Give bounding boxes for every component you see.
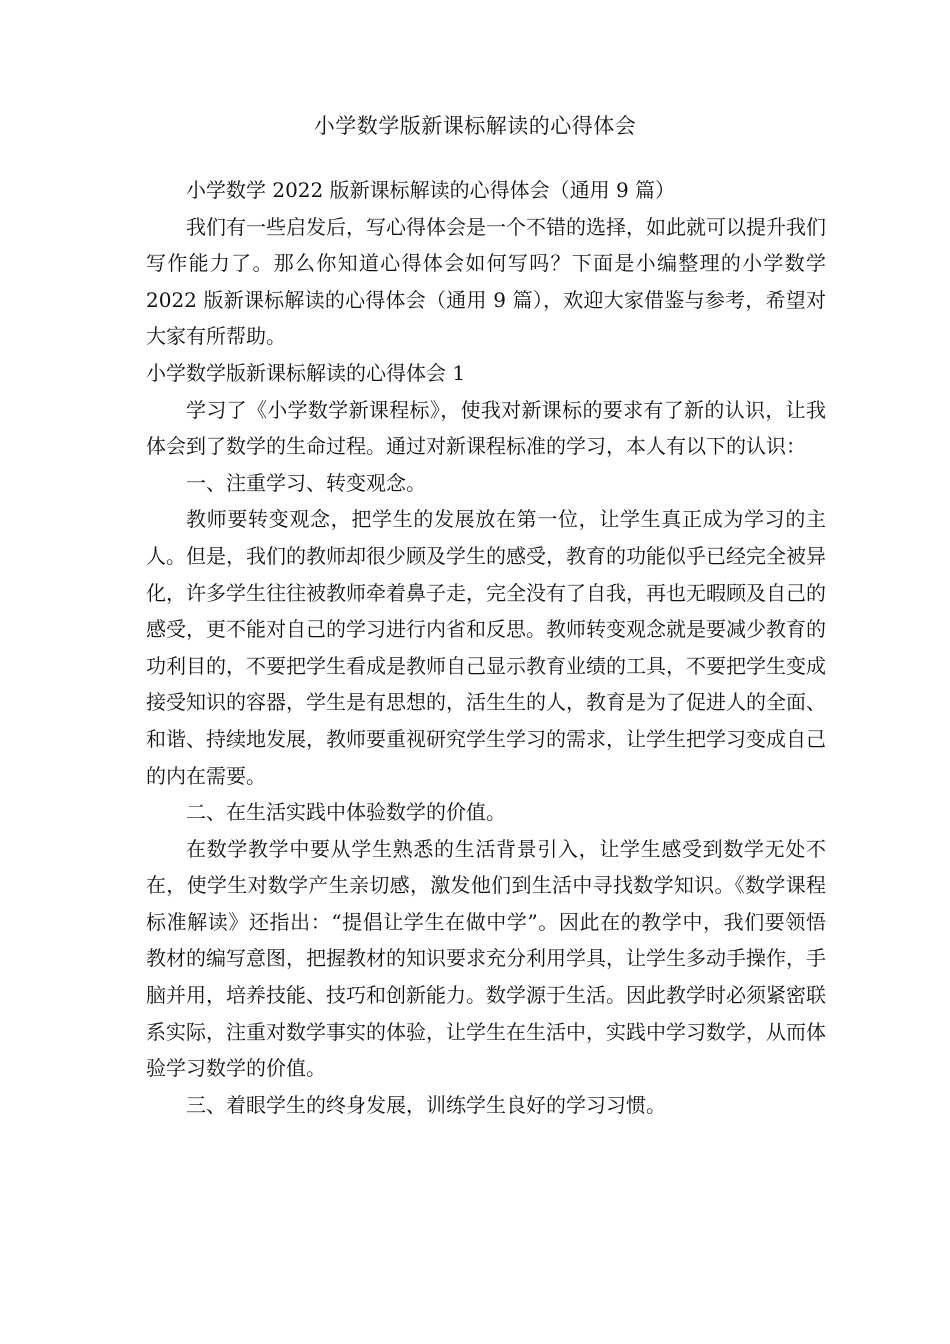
point-heading-2: 二、在生活实践中体验数学的价值。: [186, 800, 506, 825]
point-heading-3: 三、着眼学生的终身发展，训练学生良好的学习习惯。: [186, 1092, 666, 1117]
paragraph-subtitle: 小学数学 2022 版新课标解读的心得体会（通用 9 篇）: [186, 178, 676, 202]
paragraph: 教师要转变观念，把学生的发展放在第一位，让学生真正成为学习的主人。但是，我们的教师却很少顾及学生的感受，教育的功能似乎已经完全被异化，许多学生往往被教师牵着鼻子走，完全没有了自我，再也无暇顾及自己的感受，更不能对自己的学习进行内省和反思。教师转变观念就是要减少教育的功利目的，不要把学生看成是教师自己显示教育业绩的工具，不要把学生变成接受知识的容器，学生是有思想的，活生生的人，教育是为了促进人的全面、和谐、持续地发展，教师要重视研究学生学习的需求，让学生把学习变成自己的内在需要。: [146, 507, 826, 788]
paragraph-intro: 我们有一些启发后，写心得体会是一个不错的选择，如此就可以提升我们写作能力了。那么你知道心得体会如何写吗？下面是小编整理的小学数学 2022 版新课标解读的心得体会（通用 9 篇），欢迎大家借鉴与参考，希望对大家有所帮助。: [146, 214, 826, 349]
section-heading: 小学数学版新课标解读的心得体会 1: [146, 360, 466, 385]
point-heading-1: 一、注重学习、转变观念。: [186, 470, 426, 495]
document-body: [146, 172, 826, 1123]
paragraph: 学习了《小学数学新课程标》，使我对新课标的要求有了新的认识，让我体会到了数学的生命过程。通过对新课程标准的学习，本人有以下的认识：: [146, 397, 826, 459]
page-title: 小学数学版新课标解读的心得体会: [313, 114, 637, 138]
paragraph: 在数学教学中要从学生熟悉的生活背景引入，让学生感受到数学无处不在，使学生对数学产生亲切感，激发他们到生活中寻找数学知识。《数学课程标准解读》还指出：“提倡让学生在做中学”。因此在的教学中，我们要领悟教材的编写意图，把握教材的知识要求充分利用学具，让学生多动手操作，手脑并用，培养技能、技巧和创新能力。数学源于生活。因此教学时必须紧密联系实际，注重对数学事实的体验，让学生在生活中，实践中学习数学，从而体验学习数学的价值。: [146, 836, 826, 1081]
